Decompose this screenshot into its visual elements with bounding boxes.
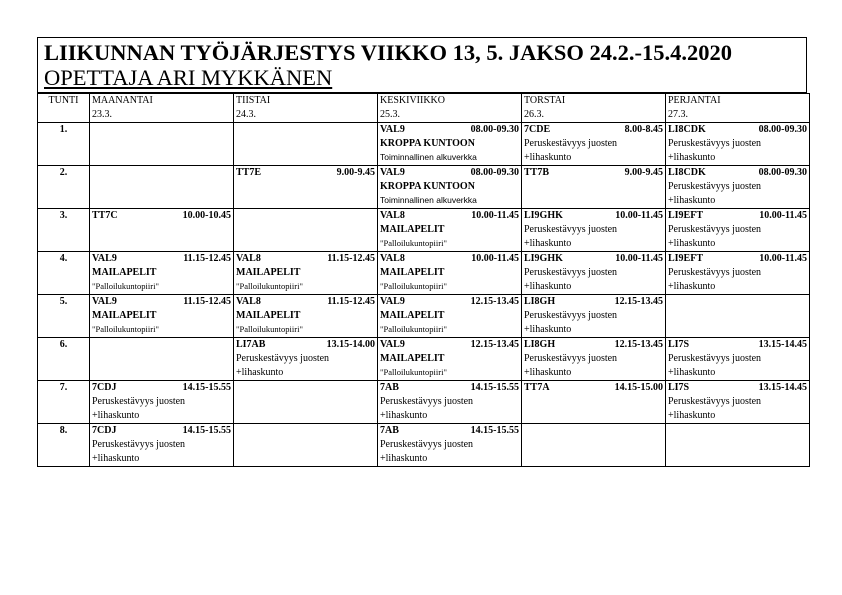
schedule-header xyxy=(38,94,810,123)
lesson-number: 2. xyxy=(38,166,90,209)
lesson-cell xyxy=(234,338,378,381)
lesson-heading xyxy=(524,252,663,266)
empty-cell xyxy=(90,338,234,381)
lesson-heading xyxy=(380,295,519,309)
day-header xyxy=(378,94,522,123)
lesson-number: 5. xyxy=(38,295,90,338)
lesson-description: Peruskestävyys juosten xyxy=(236,353,330,364)
group-code: 7AB xyxy=(380,382,399,393)
lesson-heading xyxy=(524,338,663,352)
day-name: TORSTAI xyxy=(524,95,566,106)
header-row xyxy=(38,94,810,123)
lesson-description: "Palloilukuntopiiri" xyxy=(380,238,447,248)
lesson-description: +lihaskunto xyxy=(668,152,716,163)
lesson-heading xyxy=(380,338,519,352)
group-code: LI7S xyxy=(668,339,690,350)
lesson-number: 3. xyxy=(38,209,90,252)
group-code: LI8CDK xyxy=(668,167,706,178)
group-code: LI9GHK xyxy=(524,210,563,221)
lesson-heading xyxy=(524,123,663,137)
lesson-cell xyxy=(666,209,810,252)
lesson-description: Peruskestävyys juosten xyxy=(524,353,618,364)
group-code: TT7A xyxy=(524,382,550,393)
lesson-description: KROPPA KUNTOON xyxy=(380,138,475,149)
group-code: VAL9 xyxy=(380,296,405,307)
lesson-cell xyxy=(666,252,810,295)
lesson-number: 6. xyxy=(38,338,90,381)
lesson-cell xyxy=(90,424,234,467)
group-code: 7CDJ xyxy=(92,382,117,393)
lesson-time: 13.15-14.45 xyxy=(758,382,807,393)
lesson-description: Toiminnallinen alkuverkka xyxy=(380,195,477,205)
lesson-time: 13.15-14.00 xyxy=(326,339,375,350)
day-header xyxy=(666,94,810,123)
lesson-description: MAILAPELIT xyxy=(92,267,157,278)
lesson-number: 8. xyxy=(38,424,90,467)
lesson-time: 9.00-9.45 xyxy=(336,167,375,178)
lesson-cell xyxy=(522,295,666,338)
lesson-heading xyxy=(524,166,663,180)
lesson-description: +lihaskunto xyxy=(380,410,428,421)
lesson-description: MAILAPELIT xyxy=(380,267,445,278)
lesson-description: "Palloilukuntopiiri" xyxy=(92,324,159,334)
lesson-description: +lihaskunto xyxy=(668,281,716,292)
lesson-number: 7. xyxy=(38,381,90,424)
lesson-description: "Palloilukuntopiiri" xyxy=(236,324,303,334)
lesson-cell xyxy=(90,381,234,424)
lesson-description: Peruskestävyys juosten xyxy=(524,267,618,278)
empty-cell xyxy=(522,424,666,467)
lesson-heading xyxy=(668,381,807,395)
table-row xyxy=(38,424,810,467)
lesson-cell xyxy=(378,338,522,381)
lesson-description: +lihaskunto xyxy=(380,453,428,464)
lesson-heading xyxy=(92,252,231,266)
lesson-heading xyxy=(668,166,807,180)
lesson-description: +lihaskunto xyxy=(524,152,572,163)
lesson-heading xyxy=(668,209,807,223)
lesson-heading xyxy=(524,209,663,223)
table-row xyxy=(38,338,810,381)
lesson-cell xyxy=(522,252,666,295)
lesson-description: "Palloilukuntopiiri" xyxy=(380,367,447,377)
lesson-description: MAILAPELIT xyxy=(380,353,445,364)
lesson-description: "Palloilukuntopiiri" xyxy=(92,281,159,291)
lesson-description: MAILAPELIT xyxy=(380,310,445,321)
lesson-time: 12.15-13.45 xyxy=(470,296,519,307)
lesson-heading xyxy=(236,295,375,309)
group-code: LI8GH xyxy=(524,296,556,307)
table-row xyxy=(38,381,810,424)
lesson-time: 11.15-12.45 xyxy=(183,253,231,264)
lesson-cell xyxy=(666,381,810,424)
lesson-cell xyxy=(522,166,666,209)
lesson-time: 13.15-14.45 xyxy=(758,339,807,350)
group-code: LI8CDK xyxy=(668,124,706,135)
lesson-description: MAILAPELIT xyxy=(236,310,301,321)
lesson-description: Peruskestävyys juosten xyxy=(668,353,762,364)
group-code: VAL9 xyxy=(92,253,117,264)
group-code: LI8GH xyxy=(524,339,556,350)
lesson-cell xyxy=(522,381,666,424)
group-code: VAL9 xyxy=(380,124,405,135)
lesson-description: +lihaskunto xyxy=(668,410,716,421)
empty-cell xyxy=(234,424,378,467)
lesson-time: 10.00-10.45 xyxy=(182,210,231,221)
lesson-time: 10.00-11.45 xyxy=(759,253,807,264)
lesson-heading xyxy=(380,252,519,266)
lesson-cell xyxy=(378,209,522,252)
lesson-description: Peruskestävyys juosten xyxy=(92,396,186,407)
lesson-description: Peruskestävyys juosten xyxy=(524,224,618,235)
lesson-cell xyxy=(522,209,666,252)
lesson-heading xyxy=(380,123,519,137)
schedule-body xyxy=(38,123,810,467)
lesson-cell xyxy=(234,252,378,295)
day-name: MAANANTAI xyxy=(92,95,153,106)
lesson-description: MAILAPELIT xyxy=(92,310,157,321)
lesson-cell xyxy=(378,424,522,467)
schedule-table xyxy=(37,93,810,467)
group-code: VAL8 xyxy=(380,253,405,264)
lesson-cell xyxy=(90,252,234,295)
empty-cell xyxy=(234,381,378,424)
empty-cell xyxy=(666,424,810,467)
lesson-heading xyxy=(236,338,375,352)
lesson-description: Toiminnallinen alkuverkka xyxy=(380,152,477,162)
day-date: 25.3. xyxy=(380,109,400,120)
lesson-time: 9.00-9.45 xyxy=(624,167,663,178)
lesson-time: 12.15-13.45 xyxy=(614,296,663,307)
lesson-number: 4. xyxy=(38,252,90,295)
lesson-time: 10.00-11.45 xyxy=(615,253,663,264)
day-header xyxy=(90,94,234,123)
group-code: TT7C xyxy=(92,210,118,221)
table-row xyxy=(38,209,810,252)
lesson-description: +lihaskunto xyxy=(524,367,572,378)
lesson-time: 8.00-8.45 xyxy=(624,124,663,135)
lesson-description: "Palloilukuntopiiri" xyxy=(380,281,447,291)
lesson-description: Peruskestävyys juosten xyxy=(380,439,474,450)
group-code: LI7S xyxy=(668,382,690,393)
group-code: 7AB xyxy=(380,425,399,436)
lesson-time: 11.15-12.45 xyxy=(327,296,375,307)
lesson-description: "Palloilukuntopiiri" xyxy=(236,281,303,291)
lesson-heading xyxy=(668,338,807,352)
lesson-description: +lihaskunto xyxy=(524,324,572,335)
lesson-time: 12.15-13.45 xyxy=(614,339,663,350)
lesson-description: Peruskestävyys juosten xyxy=(524,138,618,149)
lesson-heading xyxy=(380,166,519,180)
page-title: LIIKUNNAN TYÖJÄRJESTYS VIIKKO 13, 5. JAKSO 24.2.-15.4.2020 xyxy=(44,40,733,65)
lesson-cell xyxy=(378,252,522,295)
lesson-cell xyxy=(90,295,234,338)
lesson-description: Peruskestävyys juosten xyxy=(668,396,762,407)
table-row xyxy=(38,252,810,295)
lesson-time: 14.15-15.55 xyxy=(182,382,231,393)
lesson-time: 08.00-09.30 xyxy=(470,124,519,135)
empty-cell xyxy=(90,166,234,209)
header-box xyxy=(37,37,807,93)
lesson-cell xyxy=(666,123,810,166)
lesson-heading xyxy=(92,424,231,438)
lesson-description: Peruskestävyys juosten xyxy=(380,396,474,407)
lesson-heading xyxy=(236,166,375,180)
lesson-time: 14.15-15.00 xyxy=(614,382,663,393)
group-code: VAL9 xyxy=(380,167,405,178)
empty-cell xyxy=(666,295,810,338)
lesson-description: Peruskestävyys juosten xyxy=(668,181,762,192)
day-header xyxy=(522,94,666,123)
lesson-time: 14.15-15.55 xyxy=(182,425,231,436)
lesson-heading xyxy=(92,295,231,309)
group-code: VAL8 xyxy=(380,210,405,221)
group-code: LI7AB xyxy=(236,339,266,350)
lesson-time: 10.00-11.45 xyxy=(471,253,519,264)
lesson-time: 10.00-11.45 xyxy=(759,210,807,221)
lesson-description: Peruskestävyys juosten xyxy=(524,310,618,321)
lesson-heading xyxy=(668,123,807,137)
day-date: 26.3. xyxy=(524,109,544,120)
lesson-time: 14.15-15.55 xyxy=(470,425,519,436)
lesson-description: +lihaskunto xyxy=(524,281,572,292)
lesson-description: Peruskestävyys juosten xyxy=(668,138,762,149)
lesson-heading xyxy=(380,381,519,395)
lesson-cell xyxy=(666,166,810,209)
lesson-time: 08.00-09.30 xyxy=(470,167,519,178)
group-code: 7CDJ xyxy=(92,425,117,436)
table-row xyxy=(38,295,810,338)
lesson-heading xyxy=(380,209,519,223)
lesson-time: 08.00-09.30 xyxy=(758,124,807,135)
lesson-time: 11.15-12.45 xyxy=(183,296,231,307)
group-code: TT7B xyxy=(524,167,550,178)
day-date: 24.3. xyxy=(236,109,256,120)
lesson-time: 14.15-15.55 xyxy=(470,382,519,393)
lesson-description: "Palloilukuntopiiri" xyxy=(380,324,447,334)
lesson-cell xyxy=(522,338,666,381)
group-code: 7CDE xyxy=(524,124,551,135)
table-row xyxy=(38,166,810,209)
empty-cell xyxy=(234,209,378,252)
lesson-cell xyxy=(666,338,810,381)
lesson-description: +lihaskunto xyxy=(668,195,716,206)
lesson-description: +lihaskunto xyxy=(668,238,716,249)
lesson-description: +lihaskunto xyxy=(92,410,140,421)
lesson-description: MAILAPELIT xyxy=(380,224,445,235)
day-date: 27.3. xyxy=(668,109,688,120)
day-name: PERJANTAI xyxy=(668,95,721,106)
day-name: TIISTAI xyxy=(236,95,271,106)
tunti-header: TUNTI xyxy=(38,94,90,123)
lesson-time: 11.15-12.45 xyxy=(327,253,375,264)
lesson-description: Peruskestävyys juosten xyxy=(92,439,186,450)
lesson-time: 12.15-13.45 xyxy=(470,339,519,350)
teacher-name: OPETTAJA ARI MYKKÄNEN xyxy=(44,65,333,90)
lesson-cell xyxy=(378,166,522,209)
lesson-heading xyxy=(236,252,375,266)
group-code: VAL9 xyxy=(92,296,117,307)
lesson-description: Peruskestävyys juosten xyxy=(668,224,762,235)
group-code: VAL8 xyxy=(236,253,261,264)
group-code: TT7E xyxy=(236,167,262,178)
empty-cell xyxy=(234,123,378,166)
lesson-heading xyxy=(524,295,663,309)
lesson-cell xyxy=(378,123,522,166)
lesson-description: Peruskestävyys juosten xyxy=(668,267,762,278)
day-header xyxy=(234,94,378,123)
lesson-heading xyxy=(524,381,663,395)
lesson-description: +lihaskunto xyxy=(92,453,140,464)
lesson-description: +lihaskunto xyxy=(668,367,716,378)
day-date: 23.3. xyxy=(92,109,112,120)
lesson-cell xyxy=(234,166,378,209)
group-code: LI9EFT xyxy=(668,253,704,264)
lesson-time: 08.00-09.30 xyxy=(758,167,807,178)
lesson-description: KROPPA KUNTOON xyxy=(380,181,475,192)
lesson-time: 10.00-11.45 xyxy=(615,210,663,221)
group-code: VAL8 xyxy=(236,296,261,307)
lesson-number: 1. xyxy=(38,123,90,166)
day-name: KESKIVIIKKO xyxy=(380,95,445,106)
lesson-cell xyxy=(90,209,234,252)
lesson-description: +lihaskunto xyxy=(236,367,284,378)
lesson-heading xyxy=(92,381,231,395)
lesson-description: MAILAPELIT xyxy=(236,267,301,278)
empty-cell xyxy=(90,123,234,166)
lesson-heading xyxy=(92,209,231,223)
lesson-cell xyxy=(522,123,666,166)
group-code: LI9GHK xyxy=(524,253,563,264)
lesson-heading xyxy=(668,252,807,266)
lesson-cell xyxy=(378,381,522,424)
table-row xyxy=(38,123,810,166)
lesson-time: 10.00-11.45 xyxy=(471,210,519,221)
lesson-cell xyxy=(378,295,522,338)
lesson-heading xyxy=(380,424,519,438)
group-code: LI9EFT xyxy=(668,210,704,221)
lesson-description: +lihaskunto xyxy=(524,238,572,249)
lesson-cell xyxy=(234,295,378,338)
group-code: VAL9 xyxy=(380,339,405,350)
